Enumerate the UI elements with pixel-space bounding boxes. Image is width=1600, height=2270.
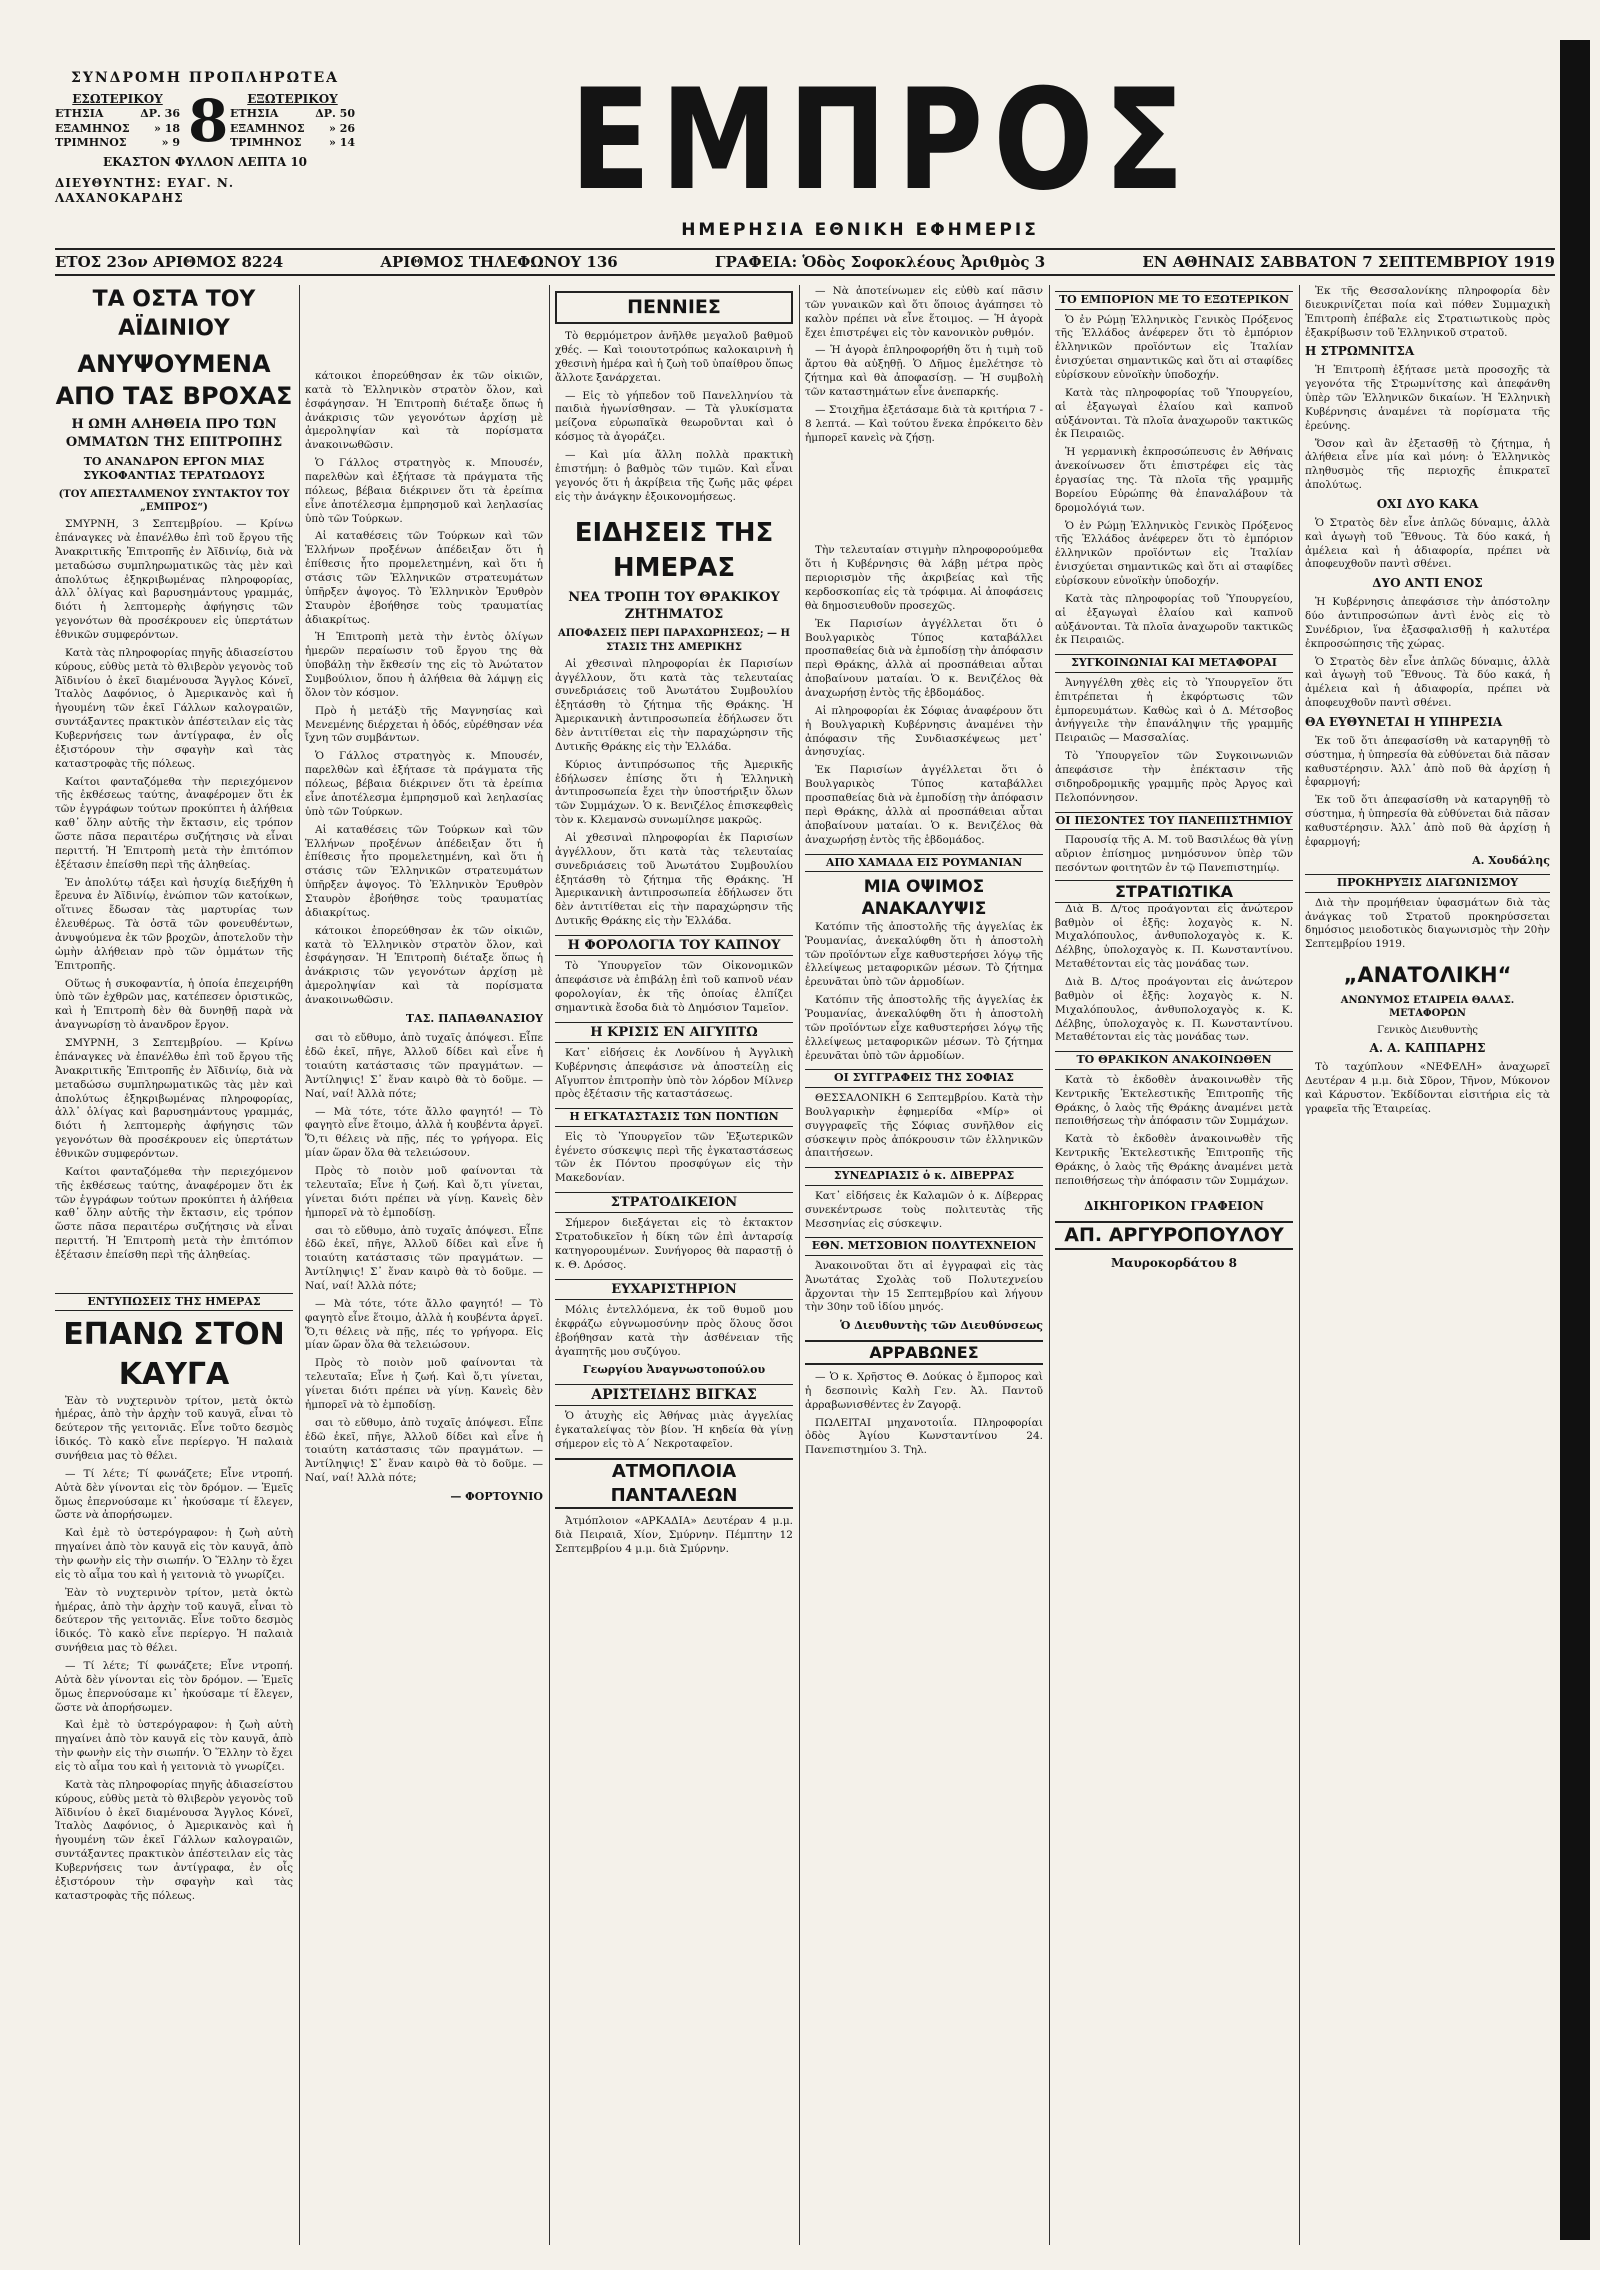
rate-price: ΔΡ. 50 [315, 107, 355, 121]
issue-year: ΕΤΟΣ 23ον ΑΡΙΘΜΟΣ 8224 [55, 253, 284, 271]
news-subtitle2: ΑΠΟΦΑΣΕΙΣ ΠΕΡΙ ΠΑΡΑΧΩΡΗΣΕΩΣ; — Η ΣΤΑΣΙΣ ΤΗΣ ΑΜΕΡΙΚΗΣ [558, 628, 790, 653]
paragraph: — Τί λέτε; Τί φωνάζετε; Εἶνε ντροπή. Αὐτὰ δὲν γίνονται εἰς τὸν δρόμον. — Ἐμεῖς ὅμως ἐπερνούσαμε κι᾽ ἠκούσαμε τί ἔλεγεν, ὥστε νὰ ἀπορήσωμεν. [55, 1467, 293, 1522]
paragraph: Ἡ γερμανικὴ ἐκπροσώπευσις ἐν Ἀθήναις ἀνεκοίνωσεν ὅτι ἐπιστρέφει εἰς τὰς ἐργασίας της. Τὰ πλοῖα τῆς γραμμῆς Βορείου Εὐρώπης θὰ ἐπαναλάβουν τὰ δρομολόγιά των. [1055, 446, 1293, 514]
rate-row [230, 107, 355, 122]
paragraph: Κατ᾽ εἰδήσεις ἐκ Καλαμῶν ὁ κ. Δίβερρας συνεκέντρωσε τοὺς πολιτευτὰς τῆς Μεσσηνίας εἰς σύσκεψιν. [805, 1189, 1043, 1230]
column-6 [1305, 285, 1550, 2245]
foreign-label: ΕΞΩΤΕΡΙΚΟΥ [247, 91, 338, 106]
paragraph: Κατὰ τὰς πληροφορίας πηγῆς ἀδιασείστου κύρους, εὐθὺς μετὰ τὸ θλιβερὸν γεγονὸς τοῦ Ἀϊδινίου ὁ ἐκεῖ διαμένουσα Ἄγγλος Κόνεϊ, Ἰταλὸς Δαφόνιος, ὁ Ἀμερικανὸς καὶ ἡ ἡγουμένη τῶν ἐκεῖ Γάλλων καλογραιῶν, συντάξαντες πρακτικὸν ἀπέστειλαν εἰς τὰς Κυβερνήσεις των ἀντίγραφα, ἐν οἷς ἐξιστόρουν τὴν σφαγὴν καὶ τὰς καταστροφὰς τῆς πόλεως. [55, 1778, 293, 1902]
ad-address: Μαυροκορδάτου 8 [1111, 1255, 1237, 1270]
paragraph: Κατὰ τὰς πληροφορίας πηγῆς ἀδιασείστου κύρους, εὐθὺς μετὰ τὸ θλιβερὸν γεγονὸς τοῦ Ἀϊδινίου ὁ ἐκεῖ διαμένουσα Ἄγγλος Κόνεϊ, Ἰταλὸς Δαφόνιος, ὁ Ἀμερικανὸς καὶ ἡ ἡγουμένη τῶν ἐκεῖ Γάλλων καλογραιῶν, συντάξαντες πρακτικὸν ἀπέστειλαν εἰς τὰς Κυβερνήσεις των ἀντίγραφα, ἐν οἷς ἐξιστόρουν τὴν σφαγὴν καὶ τὰς καταστροφὰς τῆς πόλεως. [55, 646, 293, 770]
subscription-box [55, 70, 355, 206]
rate-price: » 14 [328, 136, 355, 150]
paragraph: Τὸ ταχύπλουν «ΝΕΦΕΛΗ» ἀναχωρεῖ Δευτέραν 4 μ.μ. διὰ Σῦρον, Τῆνον, Μύκονον καὶ Κάρυστον. Ἐκδίδονται εἰσιτήρια εἰς τὰ γραφεῖα τῆς Ἑταιρείας. [1305, 1061, 1550, 1115]
paragraph: Καὶ ἐμὲ τὸ ὑστερόγραφον: ἡ ζωὴ αὐτὴ πηγαίνει ἀπὸ τὸν καυγᾶ εἰς τὸν καυγᾶ, ἀπὸ τὴν φωνὴν εἰς τὴν σιωπήν. Ὁ Ἕλλην τὸ ἔχει εἰς τὸ αἷμα του καὶ ἡ γειτονιὰ τὸ γνωρίζει. [55, 1527, 293, 1581]
paragraph: Ἀνηγγέλθη χθὲς εἰς τὸ Ὑπουργεῖον ὅτι ἐπιτρέπεται ἡ ἐκφόρτωσις τῶν ἐμπορευμάτων. Καθὼς καὶ ὁ Δ. Μέτσοβος ἀνήγγειλε τὴν ἐπανάληψιν τῆς γραμμῆς Πειραιῶς — Μασσαλίας. [1055, 676, 1293, 745]
paragraph: Αἱ χθεσιναὶ πληροφορίαι ἐκ Παρισίων ἀγγέλλουν, ὅτι κατὰ τὰς τελευταίας συνεδριάσεις τοῦ Ἀνωτάτου Συμβουλίου ἐξητάσθη τὸ ζήτημα τῆς Θράκης. Ἡ Ἀμερικανικὴ ἀντιπροσωπεία ἐδήλωσεν ὅτι δὲν ἀντιτίθεται εἰς τὴν παραχώρησιν τῆς Δυτικῆς Θράκης εἰς τὴν Ἑλλάδα. [555, 657, 793, 753]
foreign-rates [230, 92, 355, 151]
rate-price: » 26 [328, 121, 355, 135]
office-address: ΓΡΑΦΕΙΑ: Ὁδὸς Σοφοκλέους Ἀριθμὸς 3 [714, 253, 1046, 271]
paragraph: Κατὰ τὸ ἐκδοθὲν ἀνακοινωθὲν τῆς Κεντρικῆς Ἐκτελεστικῆς Ἐπιτροπῆς τῆς Θράκης, ὁ λαὸς τῆς Θράκης ἀναμένει μετὰ πεποιθήσεως τὴν ἀπόφασιν τῶν Συμμάχων. [1055, 1133, 1293, 1187]
news-subtitle: ΝΕΑ ΤΡΟΠΗ ΤΟΥ ΘΡΑΚΙΚΟΥ ΖΗΤΗΜΑΤΟΣ [568, 590, 780, 623]
paragraph: σαι τὸ εὔθυμο, ἀπὸ τυχαῖς ἀπόψεσι. Εἶπε ἐδῶ ἐκεῖ, πῆγε, Ἀλλοῦ δίδει καὶ εἶνε ἡ τοιαύτη κατάστασις τῶν πραγμάτων. — Ἀντίληψις! Σ᾽ ἕναν καιρὸ θὰ τὸ δοῦμε. — Ναί, ναί! Ἀλλὰ πότε; [305, 1032, 543, 1100]
paragraph: Διὰ τὴν προμήθειαν ὑφασμάτων διὰ τὰς ἀνάγκας τοῦ Στρατοῦ προκηρύσσεται δημόσιος μειοδοτικὸς διαγωνισμὸς τὴν 20ὴν Σεπτεμβρίου 1919. [1305, 896, 1550, 951]
subheading: ΠΡΟΚΗΡΥΞΙΣ ΔΙΑΓΩΝΙΣΜΟΥ [1305, 874, 1550, 893]
subheading: ΤΟ ΕΜΠΟΡΙΟΝ ΜΕ ΤΟ ΕΞΩΤΕΡΙΚΟΝ [1055, 291, 1293, 310]
info-bar [55, 248, 1555, 276]
kaleidoscope-title: ΕΠΑΝΩ ΣΤΟΝ ΚΑΥΓΑ [63, 1317, 285, 1392]
ad-title: „ΑΝΑΤΟΛΙΚΗ“ [1343, 963, 1512, 988]
paragraph: — Μὰ τότε, τότε ἄλλο φαγητό! — Τὸ φαγητὸ εἶνε ἕτοιμο, ἀλλὰ ἡ κουβέντα ἀργεῖ. Ὅ,τι θέλεις νὰ πῇς, πές το γρήγορα. Εἰς μίαν ὥραν ὅλα θὰ τελειώσουν. [305, 1297, 543, 1352]
paragraph: — Ὁ κ. Χρῆστος Θ. Δούκας ὁ ἔμπορος καὶ ἡ δεσποινὶς Καλὴ Γεν. Ἀλ. Παντοῦ ἀρραβωνισθέντες ἐν Ζαγορᾷ. [805, 1370, 1043, 1411]
paragraph: Ἐὰν τὸ νυχτερινὸν τρίτον, μετὰ ὀκτὼ ἡμέρας, ἀπὸ τὴν ἀρχὴν τοῦ καυγᾶ, εἶναι τὸ δεύτερον τῆς γειτονιᾶς. Εἶνε τοῦτο δεσμὸς ἰδικός. Τὸ κακὸ εἶνε περίεργο. Ἡ παλαιὰ συνήθεια μας τὸ θέλει. [55, 1586, 293, 1655]
paragraph: Ἀτμόπλοιον «ΑΡΚΑΔΙΑ» Δευτέραν 4 μ.μ. διὰ Πειραιᾶ, Χίον, Σμύρνην. Πέμπτην 12 Σεπτεμβρίου 4 μ.μ. διὰ Σμύρνην. [555, 1515, 793, 1556]
kaleidoscope-label: ΕΝΤΥΠΩΣΕΙΣ ΤΗΣ ΗΜΕΡΑΣ [55, 1293, 293, 1312]
column-2 [305, 285, 543, 2245]
paragraph: Τὸ Ὑπουργεῖον τῶν Συγκοινωνιῶν ἀπεφάσισε τὴν ἐπέκτασιν τῆς σιδηροδρομικῆς γραμμῆς πρὸς Ἀργος καὶ Πελοπόννησον. [1055, 750, 1293, 804]
paragraph: Ἀνακοινοῦται ὅτι αἱ ἐγγραφαὶ εἰς τὰς Ἀνωτάτας Σχολὰς τοῦ Πολυτεχνείου ἄρχονται τὴν 15 Σεπτεμβρίου καὶ λήγουν τὴν 30ην τοῦ ἰδίου μηνός. [805, 1259, 1043, 1314]
engagements-heading: ΑΡΡΑΒΩΝΕΣ [805, 1340, 1043, 1365]
paragraph: κάτοικοι ἐπορεύθησαν ἐκ τῶν οἰκιῶν, κατὰ τὸ Ἑλληνικὸν στρατὸν ὅλον, καὶ ἐσφάγησαν. Ἡ Ἐπιτροπὴ διέταξε ὅπως ἡ ἀνάκρισις τῶν γεγονότων ἀρχίσῃ μὲ ἀμεροληψίαν καὶ τὰ πορίσματα ἀνακοινωθῶσιν. [305, 370, 543, 452]
column-rule [799, 285, 800, 2245]
ad-person-label: Γενικὸς Διευθυντὴς [1377, 1025, 1478, 1037]
subheading: Η ΕΓΚΑΤΑΣΤΑΣΙΣ ΤΩΝ ΠΟΝΤΙΩΝ [555, 1108, 793, 1127]
paragraph: Πρὸς τὸ ποιὸν μοῦ φαίνονται τὰ τελευταῖα; Εἶνε ἡ ζωή. Καὶ ὅ,τι γίνεται, γίνεται διότι πρέπει νὰ γίνῃ. Κανεὶς δὲν ἠμπορεῖ νὰ τὸ ἐμποδίσῃ. [305, 1357, 543, 1411]
paragraph: ΣΜΥΡΝΗ, 3 Σεπτεμβρίου. — Κρίνω ἐπάναγκες νὰ ἐπανέλθω ἐπὶ τοῦ ἔργου τῆς Ἀνακριτικῆς Ἐπιτροπῆς ἐν Ἀϊδινίῳ, διὰ νὰ μεταδώσω συμπληρωματικῶς τὰς μὲν καὶ ἀπολύτως ἐξηκριβωμένας πληροφορίας, ἀλλ᾽ ὀλίγας καὶ βαρυσημάντους γραμμάς, διότι ἡ λεπτομερὴς ἀφήγησις τῶν γεγονότων θὰ προσέκρουεν εἰς ὑπερτάτων ἐθνικῶν συμφερόντων. [55, 518, 293, 641]
signature: Ὁ Διευθυντὴς τῶν Διευθύνσεως [840, 1319, 1043, 1333]
ad-label: ΔΙΚΗΓΟΡΙΚΟΝ ΓΡΑΦΕΙΟΝ [1084, 1198, 1264, 1213]
director-line: ΔΙΕΥΘΥΝΤΗΣ: ΕΥΑΓ. Ν. ΛΑΧΑΝΟΚΑΡΔΗΣ [55, 175, 235, 205]
section-heading: ΠΕΝΝΙΕΣ [555, 291, 793, 324]
subheading: ΟΧΙ ΔΥΟ ΚΑΚΑ [1376, 497, 1479, 511]
paragraph: Κατὰ τὰς πληροφορίας τοῦ Ὑπουργείου, αἱ ἐξαγωγαὶ ἐλαίου καὶ καπνοῦ αὐξάνονται. Τὰ πλοῖα ἀναχωροῦν τακτικῶς ἐκ Πειραιῶς. [1055, 386, 1293, 441]
rate-row [230, 136, 355, 151]
paragraph: Διὰ Β. Δ/τος προάγονται εἰς ἀνώτερον βαθμὸν οἱ ἑξῆς: λοχαγὸς κ. Ν. Μιχαλόπουλος, ἀνθυπολοχαγὸς κ. Κ. Δέλβης, ὑπολοχαγὸς κ. Π. Κωνσταντίνου. Μεταθέτονται εἰς τὰς μονάδας των. [1055, 976, 1293, 1044]
signature: Α. Χουδάλης [1472, 853, 1550, 867]
rate-period: ΕΞΑΜΗΝΟΣ [55, 121, 130, 135]
signature: Γεωργίου Ἀναγνωστοπούλου [582, 1363, 766, 1377]
byline: (ΤΟΥ ΑΠΕΣΤΑΛΜΕΝΟΥ ΣΥΝΤΑΚΤΟΥ ΤΟΥ „ΕΜΠΡΟΣ“) [58, 488, 290, 513]
paragraph: Τὸ Ὑπουργεῖον τῶν Οἰκονομικῶν ἀπεφάσισε νὰ ἐπιβάλῃ ἐπὶ τοῦ καπνοῦ νέαν φορολογίαν, ἐκ τῆς ὁποίας ἐλπίζει σημαντικὰ ἔσοδα διὰ τὸ Δημόσιον Ταμεῖον. [555, 960, 793, 1014]
subheading: ΣΤΡΑΤΟΔΙΚΕΙΟΝ [555, 1192, 793, 1213]
rate-period: ΕΤΗΣΙΑ [230, 107, 279, 121]
paragraph: Τὴν τελευταίαν στιγμὴν πληροφορούμεθα ὅτι ἡ Κυβέρνησις θὰ λάβῃ μέτρα πρὸς περιορισμὸν τῆς ἀκριβείας καὶ τῆς κερδοσκοπίας εἰς τὰ τρόφιμα. Αἱ ἀποφάσεις θὰ δημοσιευθοῦν προσεχῶς. [805, 544, 1043, 612]
paragraph: Αἱ καταθέσεις τῶν Τούρκων καὶ τῶν Ἑλλήνων προξένων ἀπέδειξαν ὅτι ἡ ἐπίθεσις ἦτο προμελετημένη, καὶ ὅτι ἡ στάσις τῶν Ἑλληνικῶν στρατευμάτων ὑπῆρξεν ἀψογος. Τὸ Ἑλληνικὸν Ἐρυθρὸν Σταυρὸν ἐβοήθησε τοὺς τραυματίας ἀδιακρίτως. [305, 823, 543, 919]
article-signature: ΤΑΣ. ΠΑΠΑΘΑΝΑΣΙΟΥ [405, 1011, 543, 1025]
subheading: ΟΙ ΣΥΓΓΡΑΦΕΙΣ ΤΗΣ ΣΟΦΙΑΣ [805, 1069, 1043, 1088]
paragraph: ΘΕΣΣΑΛΟΝΙΚΗ 6 Σεπτεμβρίου. Κατὰ τὴν Βουλγαρικὴν ἐφημερίδα «Μίρ» οἱ συγγραφεῖς τῆς Σόφιας συνῆλθον εἰς σύσκεψιν πρὸς ἀπόκρουσιν τῶν ἑλληνικῶν ἀπαιτήσεων. [805, 1092, 1043, 1160]
domestic-rates [55, 92, 180, 151]
paragraph: Ἡ Κυβέρνησις ἀπεφάσισε τὴν ἀπόστολην δύο ἀντιπροσώπων ἀντὶ ἑνὸς εἰς τὸ Συνέδριον, ἵνα ἐξασφαλισθῇ ἡ καλυτέρα ἐκπροσώπησις τῆς χώρας. [1305, 596, 1550, 650]
paragraph: Ἐκ τῆς Θεσσαλονίκης πληροφορία δὲν διευκρινίζεται ποία καὶ πόθεν Συμμαχικὴ Ἐπιτροπὴ ἐπέβαλε εἰς Στρατιωτικοὺς πρὸς ἐξακρίβωσιν τοῦ Ἑλληνικοῦ στρατοῦ. [1305, 285, 1550, 339]
paragraph: Πρὸς τὸ ποιὸν μοῦ φαίνονται τὰ τελευταῖα; Εἶνε ἡ ζωή. Καὶ ὅ,τι γίνεται, γίνεται διότι πρέπει νὰ γίνῃ. Κανεὶς δὲν ἠμπορεῖ νὰ τὸ ἐμποδίσῃ. [305, 1165, 543, 1219]
subheading: Η ΦΟΡΟΛΟΓΙΑ ΤΟΥ ΚΑΠΝΟΥ [555, 935, 793, 956]
paragraph: Ὁ ἐν Ρώμῃ Ἑλληνικὸς Γενικὸς Πρόξενος τῆς Ἑλλάδος ἀνέφερεν ὅτι τὸ ἐμπόριον ἑλληνικῶν προϊόντων εἰς Ἰταλίαν ἐνισχύεται σημαντικῶς καὶ ὅτι αἱ σταφίδες εὑρίσκουν εὐνοϊκὴν ὑποδοχήν. [1055, 313, 1293, 381]
article-signature: — ΦΟΡΤΟΥΝΙΟ [450, 1489, 543, 1503]
subheading: ΔΥΟ ΑΝΤΙ ΕΝΟΣ [1372, 576, 1483, 591]
paragraph: Ἐκ Παρισίων ἀγγέλλεται ὅτι ὁ Βουλγαρικὸς Τύπος καταβάλλει προσπαθείας διὰ νὰ ἐμποδίσῃ τὴν ἀπόφασιν περὶ Θράκης, ἀλλὰ αἱ προσπάθειαι αὗται ἀποβαίνουν ματαίαι. Ὁ κ. Βενιζέλος θὰ ἀναχωρήσῃ ἐντὸς τῆς ἑβδομάδος. [805, 617, 1043, 700]
paragraph: Οὕτως ἡ συκοφαντία, ἡ ὁποία ἐπεχειρήθη ὑπὸ τῶν ἐχθρῶν μας, κατέπεσεν ὁριστικῶς, καὶ ἡ Ἐπιτροπὴ δὲν θὰ δυνηθῇ παρὰ νὰ ἀναγνωρίσῃ τὸ ἀνανδρον ἔργον. [55, 977, 293, 1032]
rate-row [230, 122, 355, 137]
paragraph: σαι τὸ εὔθυμο, ἀπὸ τυχαῖς ἀπόψεσι. Εἶπε ἐδῶ ἐκεῖ, πῆγε, Ἀλλοῦ δίδει καὶ εἶνε ἡ τοιαύτη κατάστασις τῶν πραγμάτων. — Ἀντίληψις! Σ᾽ ἕναν καιρὸ θὰ τὸ δοῦμε. — Ναί, ναί! Ἀλλὰ πότε; [305, 1416, 543, 1485]
column-3 [555, 285, 793, 2245]
rate-price: » 9 [161, 136, 180, 150]
paragraph: — Τί λέτε; Τί φωνάζετε; Εἶνε ντροπή. Αὐτὰ δὲν γίνονται εἰς τὸν δρόμον. — Ἐμεῖς ὅμως ἐπερνούσαμε κι᾽ ἠκούσαμε τί ἔλεγεν, ὥστε νὰ ἀπορήσωμεν. [55, 1659, 293, 1714]
paragraph: Κατόπιν τῆς ἀποστολῆς τῆς ἀγγελίας ἐκ Ῥουμανίας, ἀνεκαλύφθη ὅτι ἡ ἀποστολὴ τῶν προϊόντων εἶχε καθυστερήσει λόγῳ τῆς ἐλλείψεως μεταφορικῶν μέσων. Τὸ ζήτημα ἐρευνᾶται ὑπὸ τῶν ἀρμοδίων. [805, 994, 1043, 1062]
rate-price: » 18 [153, 121, 180, 135]
headline-sub2: ΤΟ ΑΝΑΝΔΡΟΝ ΕΡΓΟΝ ΜΙΑΣ ΣΥΚΟΦΑΝΤΙΑΣ ΤΕΡΑΤΩΔΟΥΣ [83, 454, 265, 483]
paragraph: κάτοικοι ἐπορεύθησαν ἐκ τῶν οἰκιῶν, κατὰ τὸ Ἑλληνικὸν στρατὸν ὅλον, καὶ ἐσφάγησαν. Ἡ Ἐπιτροπὴ διέταξε ὅπως ἡ ἀνάκρισις τῶν γεγονότων ἀρχίσῃ μὲ ἀμεροληψίαν καὶ τὰ πορίσματα ἀνακοινωθῶσιν. [305, 924, 543, 1006]
subheading: ΘΑ ΕΥΘΥΝΕΤΑΙ Η ΥΠΗΡΕΣΙΑ [1305, 714, 1503, 729]
columns [55, 285, 1555, 2245]
ad-title: ΑΤΜΟΠΛΟΙΑ ΠΑΝΤΑΛΕΩΝ [555, 1458, 793, 1510]
paragraph: ΣΜΥΡΝΗ, 3 Σεπτεμβρίου. — Κρίνω ἐπάναγκες νὰ ἐπανέλθω ἐπὶ τοῦ ἔργου τῆς Ἀνακριτικῆς Ἐπιτροπῆς ἐν Ἀϊδινίῳ, διὰ νὰ μεταδώσω συμπληρωματικῶς τὰς μὲν καὶ ἀπολύτως ἐξηκριβωμένας πληροφορίας, ἀλλ᾽ ὀλίγας καὶ βαρυσημάντους γραμμάς, διότι ἡ λεπτομερὴς ἀφήγησις τῶν γεγονότων θὰ προσέκρουεν εἰς ὑπερτάτων ἐθνικῶν συμφερόντων. [55, 1037, 293, 1160]
paragraph: Ἐκ τοῦ ὅτι ἀπεφασίσθη νὰ καταργηθῇ τὸ σύστημα, ἡ ὑπηρεσία θὰ εὐθύνεται διὰ πᾶσαν καθυστέρησιν. Ἀλλ᾽ ἀπὸ ποῦ θὰ ἀρχίσῃ ἡ ἐφαρμογή; [1305, 794, 1550, 848]
rate-period: ΕΞΑΜΗΝΟΣ [230, 121, 305, 135]
newspaper-title: ΕΜΠΡΟΣ [570, 58, 1195, 222]
rate-period: ΤΡΙΜΗΝΟΣ [230, 136, 302, 150]
notice-title: ΑΡΙΣΤΕΙΔΗΣ ΒΙΓΚΑΣ [555, 1384, 793, 1406]
subscription-header: ΣΥΝΔΡΟΜΗ ΠΡΟΠΛΗΡΩΤΕΑ [70, 70, 340, 86]
paragraph: ΠΩΛΕΙΤΑΙ μηχανοτοιΐα. Πληροφορίαι ὁδὸς Ἀγίου Κωνσταντίνου 24. Πανεπιστημίου 3. Τηλ. [805, 1416, 1043, 1457]
paragraph: — Καὶ μία ἄλλη πολλὰ πρακτικὴ ἐπιστήμη: ὁ βαθμὸς τῶν τιμῶν. Καὶ εἶναι γεγονός ὅτι ἡ ἀκρίβεια τῆς ζωῆς μᾶς φέρει εἰς τὴν ἀνάγκην ἐξοικονομήσεως. [555, 448, 793, 503]
subheading: ΣΥΝΕΔΡΙΑΣΙΣ ὁ κ. ΔΙΒΕΡΡΑΣ [805, 1167, 1043, 1186]
paragraph: Ἐν ἀπολύτῳ τάξει καὶ ἡσυχίᾳ διεξήχθη ἡ ἔρευνα ἐν Ἀϊδινίῳ, ἐνώπιον τῶν κατοίκων, οἵτινες ἔδωσαν τὰς μαρτυρίας των ἐλευθέρως. Τὰ ὀστᾶ τῶν φονευθέντων, ἀνυψούμενα ἐκ τῶν βροχῶν, ἀποτελοῦν τὴν ὠμὴν ἀλήθειαν πρὸ τῶν ὀμμάτων τῆς Ἐπιτροπῆς. [55, 876, 293, 972]
paragraph: Ἐκ Παρισίων ἀγγέλλεται ὅτι ὁ Βουλγαρικὸς Τύπος καταβάλλει προσπαθείας διὰ νὰ ἐμποδίσῃ τὴν ἀπόφασιν περὶ Θράκης, ἀλλὰ αἱ προσπάθειαι αὗται ἀποβαίνουν ματαίαι. Ὁ κ. Βενιζέλος θὰ ἀναχωρήσῃ ἐντὸς τῆς ἑβδομάδος. [805, 764, 1043, 846]
paragraph: Πρὸ ἡ μετάξὺ τῆς Μαγνησίας καὶ Μενεμένης διέρχεται ἡ ὁδός, εὑρέθησαν νέα ἴχνη τῶν συμβάντων. [305, 704, 543, 745]
subheading-large: ΜΙΑ ΟΨΙΜΟΣ ΑΝΑΚΑΛΥΨΙΣ [861, 877, 987, 920]
paragraph: Ἡ Ἐπιτροπὴ μετὰ τὴν ἐντὸς ὀλίγων ἡμερῶν περαίωσιν τοῦ ἔργου της θὰ ὑποβάλῃ τὴν ἔκθεσίν της εἰς τὸ Ἀνώτατον Συμβούλιον, ὅπου ἡ ἀλήθεια θὰ λάμψῃ εἰς ὅλον τὸν κόσμον. [305, 631, 543, 699]
headline-sub: Η ΩΜΗ ΑΛΗΘΕΙΑ ΠΡΟ ΤΩΝ ΟΜΜΑΤΩΝ ΤΗΣ ΕΠΙΤΡΟΠΗΣ [65, 417, 283, 450]
paragraph: Κύριος ἀντιπρόσωπος τῆς Ἀμερικῆς ἐδήλωσεν ἐπίσης ὅτι ἡ Ἑλληνικὴ ἀντιπροσωπεία ἔχει τὴν ὑποστήριξιν ὅλων τῶν Συμμάχων. Ὁ κ. Βενιζέλος ἐπισκεφθεὶς τὸν κ. Κλεμανσὼ συνωμίλησε μακρῶς. [555, 758, 793, 827]
rate-period: ΕΤΗΣΙΑ [55, 107, 104, 121]
paragraph: Εἰς τὸ Ὑπουργεῖον τῶν Ἐξωτερικῶν ἐγένετο σύσκεψις περὶ τῆς ἐγκαταστάσεως τῶν ἐκ Πόντου προσφύγων εἰς τὴν Μακεδονίαν. [555, 1130, 793, 1185]
paragraph: — Εἰς τὸ γήπεδον τοῦ Πανελληνίου τὰ παιδιὰ ἠγωνίσθησαν. — Τὰ γλυκίσματα μείζονα εὐρωπαϊκὰ θεωροῦνται καὶ ὁ κόσμος τὰ ἀγοράζει. [555, 389, 793, 444]
phone-number: ΑΡΙΘΜΟΣ ΤΗΛΕΦΩΝΟΥ 136 [380, 253, 618, 271]
column-5 [1055, 285, 1293, 2245]
paragraph: — Στοιχῆμα ἐξετάσαμε διὰ τὰ κριτήρια 7 - 8 λεπτά. — Καὶ τούτου ἕνεκα ἐπρόκειτο δὲν ἠμπορεῖ κανεὶς νὰ ζήσῃ. [805, 403, 1043, 444]
rate-row [55, 107, 180, 122]
paragraph: Ἐὰν τὸ νυχτερινὸν τρίτον, μετὰ ὀκτὼ ἡμέρας, ἀπὸ τὴν ἀρχὴν τοῦ καυγᾶ, εἶναι τὸ δεύτερον τῆς γειτονιᾶς. Εἶνε τοῦτο δεσμὸς ἰδικός. Τὸ κακὸ εἶνε περίεργο. Ἡ παλαιὰ συνήθεια μας τὸ θέλει. [55, 1394, 293, 1462]
paragraph: Καίτοι φανταζόμεθα τὴν περιεχόμενον τῆς ἐκθέσεως ταύτης, ἀναφέρομεν ὅτι ἐκ τῶν ἐγγράφων τούτων προκύπτει ἡ ἀλήθεια καθ᾽ ὅλην αὐτῆς τὴν ἔκτασιν, εἰς τρόπον ὥστε πᾶσα περαιτέρω συζήτησις νὰ εἶναι περιττή. Ἡ Ἐπιτροπὴ μετὰ τὴν ἐπιτόπιον ἐξέτασιν ἐπείσθη περὶ τῆς ἀληθείας. [55, 1165, 293, 1261]
subheading: ΟΙ ΠΕΣΟΝΤΕΣ ΤΟΥ ΠΑΝΕΠΙΣΤΗΜΙΟΥ [1055, 812, 1293, 831]
subheading: Η ΚΡΙΣΙΣ ΕΝ ΑΙΓΥΠΤΩ [555, 1022, 793, 1043]
paragraph: Ὅσον καὶ ἂν ἐξετασθῇ τὸ ζήτημα, ἡ ἀλήθεια εἶνε μία καὶ μόνη: ὁ Ἑλληνικὸς πληθυσμὸς τῆς περιοχῆς ἐπικρατεῖ ἀπολύτως. [1305, 437, 1550, 492]
column-rule [299, 285, 300, 2245]
subheading: ΣΥΓΚΟΙΝΩΝΙΑΙ ΚΑΙ ΜΕΤΑΦΟΡΑΙ [1055, 654, 1293, 673]
paragraph: Κατ᾽ εἰδήσεις ἐκ Λονδίνου ἡ Ἀγγλικὴ Κυβέρνησις ἀπεφάσισε νὰ ἀποστείλῃ εἰς Αἴγυπτον ἐπιτροπὴν ὑπὸ τὸν λόρδον Μίλνερ πρὸς ἐξέτασιν τῆς καταστάσεως. [555, 1046, 793, 1101]
paragraph: Κατόπιν τῆς ἀποστολῆς τῆς ἀγγελίας ἐκ Ῥουμανίας, ἀνεκαλύφθη ὅτι ἡ ἀποστολὴ τῶν προϊόντων εἶχε καθυστερήσει λόγῳ τῆς ἐλλείψεως μεταφορικῶν μέσων. Τὸ ζήτημα ἐρευνᾶται ὑπὸ τῶν ἀρμοδίων. [805, 920, 1043, 989]
paragraph: Ὁ ἀτυχὴς εἰς Ἀθήνας μιὰς ἀγγελίας ἐγκαταλείψας τὸν βίον. Ἡ κηδεία θὰ γίνῃ σήμερον εἰς τὸ Α΄ Νεκροταφεῖον. [555, 1410, 793, 1451]
paragraph: Ὁ Γάλλος στρατηγὸς κ. Μπουσέν, παρελθὼν καὶ ἐξήτασε τὰ πράγματα τῆς πόλεως, βέβαια διέκρινεν ὅτι τὰ ἐρείπια εἶνε ἀποτέλεσμα ἐμπρησμοῦ καὶ λεηλασίας ὑπὸ τῶν Τούρκων. [305, 750, 543, 818]
paragraph: Τὸ θερμόμετρον ἀνῆλθε μεγαλοῦ βαθμοῦ χθές. — Καὶ τοιουτοτρόπως καλοκαιρινὴ ἡ χθεσινὴ ἡμέρα καὶ ἡ ζωὴ τοῦ ὑπαίθρου ὅπως ἄλλοτε ξανάρχεται. [555, 330, 793, 384]
rate-price: ΔΡ. 36 [140, 107, 180, 121]
paragraph: Ὁ ἐν Ρώμῃ Ἑλληνικὸς Γενικὸς Πρόξενος τῆς Ἑλλάδος ἀνέφερεν ὅτι τὸ ἐμπόριον ἑλληνικῶν προϊόντων εἰς Ἰταλίαν ἐνισχύεται σημαντικῶς καὶ ὅτι αἱ σταφίδες εὑρίσκουν εὐνοϊκὴν ὑποδοχήν. [1055, 519, 1293, 587]
paragraph: — Μὰ τότε, τότε ἄλλο φαγητό! — Τὸ φαγητὸ εἶνε ἕτοιμο, ἀλλὰ ἡ κουβέντα ἀργεῖ. Ὅ,τι θέλεις νὰ πῇς, πές το γρήγορα. Εἰς μίαν ὥραν ὅλα θὰ τελειώσουν. [305, 1105, 543, 1160]
subheading: ΕΥΧΑΡΙΣΤΗΡΙΟΝ [555, 1279, 793, 1300]
news-title: ΕΙΔΗΣΕΙΣ ΤΗΣ ΗΜΕΡΑΣ [574, 518, 774, 583]
section-heading: ΣΤΡΑΤΙΩΤΙΚΑ [1055, 880, 1293, 903]
rate-row [55, 122, 180, 137]
paragraph: Καὶ ἐμὲ τὸ ὑστερόγραφον: ἡ ζωὴ αὐτὴ πηγαίνει ἀπὸ τὸν καυγᾶ εἰς τὸν καυγᾶ, ἀπὸ τὴν φωνὴν εἰς τὴν σιωπήν. Ὁ Ἕλλην τὸ ἔχει εἰς τὸ αἷμα του καὶ ἡ γειτονιὰ τὸ γνωρίζει. [55, 1719, 293, 1773]
paragraph: Αἱ πληροφορίαι ἐκ Σόφιας ἀναφέρουν ὅτι ἡ Βουλγαρικὴ Κυβέρνησις ἀναμένει τὴν ἀπόφασιν τῆς Συνδιασκέψεως μετ᾽ ἀνησυχίας. [805, 704, 1043, 759]
column-rule [549, 285, 550, 2245]
issue-date: ΕΝ ΑΘΗΝΑΙΣ ΣΑΒΒΑΤΟΝ 7 ΣΕΠΤΕΜΒΡΙΟΥ 1919 [1142, 253, 1555, 271]
subheading: Η ΣΤΡΩΜΝΙΤΣΑ [1305, 344, 1415, 359]
column-rule [1299, 285, 1300, 2245]
paragraph: — Ἡ ἀγορὰ ἐπληροφορήθη ὅτι ἡ τιμὴ τοῦ ἄρτου θὰ αὐξηθῇ. Ὁ Δῆμος ἐμελέτησε τὸ ζήτημα καὶ θὰ ἀποφασίσῃ. — Ἡ συμβολὴ τῶν καταστημάτων εἶνε ἀνεπαρκής. [805, 344, 1043, 399]
paragraph: Κατὰ τὰς πληροφορίας τοῦ Ὑπουργείου, αἱ ἐξαγωγαὶ ἐλαίου καὶ καπνοῦ αὐξάνονται. Τὰ πλοῖα ἀναχωροῦν τακτικῶς ἐκ Πειραιῶς. [1055, 592, 1293, 647]
paragraph: Διὰ Β. Δ/τος προάγονται εἰς ἀνώτερον βαθμὸν οἱ ἑξῆς: λοχαγὸς κ. Ν. Μιχαλόπουλος, ἀνθυπολοχαγὸς κ. Κ. Δέλβης, ὑπολοχαγὸς κ. Π. Κωνσταντίνου. Μεταθέτονται εἰς τὰς μονάδας των. [1055, 902, 1293, 971]
ad-subtitle: ΑΝΩΝΥΜΟΣ ΕΤΑΙΡΕΙΑ ΘΑΛΑΣ. ΜΕΤΑΦΟΡΩΝ [1340, 994, 1515, 1020]
paragraph: Αἱ καταθέσεις τῶν Τούρκων καὶ τῶν Ἑλλήνων προξένων ἀπέδειξαν ὅτι ἡ ἐπίθεσις ἦτο προμελετημένη, καὶ ὅτι ἡ στάσις τῶν Ἑλληνικῶν στρατευμάτων ὑπῆρξεν ἀψογος. Τὸ Ἑλληνικὸν Ἐρυθρὸν Σταυρὸν ἐβοήθησε τοὺς τραυματίας ἀδιακρίτως. [305, 530, 543, 626]
paragraph: — Νὰ ἀποτείνωμεν εἰς εὐθὺ καί πᾶσιν τῶν γυναικῶν καὶ ὅτι ὅποιος ἀγάπησει τὸ καλὸν πρέπει νὰ εἶνε ἕτοιμος. — Ἡ ἀγορὰ ἔχει ἐπιστρέψει εἰς τὸν κανονικὸν ρυθμόν. [805, 285, 1043, 339]
paragraph: σαι τὸ εὔθυμο, ἀπὸ τυχαῖς ἀπόψεσι. Εἶπε ἐδῶ ἐκεῖ, πῆγε, Ἀλλοῦ δίδει καὶ εἶνε ἡ τοιαύτη κατάστασις τῶν πραγμάτων. — Ἀντίληψις! Σ᾽ ἕναν καιρὸ θὰ τὸ δοῦμε. — Ναί, ναί! Ἀλλὰ πότε; [305, 1224, 543, 1292]
paragraph: Ἡ Ἐπιτροπὴ ἐξήτασε μετὰ προσοχῆς τὰ γεγονότα τῆς Στρωμνίτσης καὶ ἀπεφάνθη ὑπὲρ τῶν Ἑλληνικῶν δικαίων. Ἡ Ἑλληνικὴ Κυβέρνησις ἀναμένει τὰ πορίσματα τῆς ἐρεύνης. [1305, 364, 1550, 432]
domestic-label: ΕΣΩΤΕΡΙΚΟΥ [72, 91, 163, 106]
paragraph: Κατὰ τὸ ἐκδοθὲν ἀνακοινωθὲν τῆς Κεντρικῆς Ἐκτελεστικῆς Ἐπιτροπῆς τῆς Θράκης, ὁ λαὸς τῆς Θράκης ἀναμένει μετὰ πεποιθήσεως τὴν ἀπόφασιν τῶν Συμμάχων. [1055, 1073, 1293, 1128]
rate-period: ΤΡΙΜΗΝΟΣ [55, 136, 127, 150]
paragraph: Ὁ Στρατὸς δὲν εἶνε ἁπλῶς δύναμις, ἀλλὰ καὶ ἀγωγὴ τοῦ Ἔθνους. Τὰ δύο κακά, ἡ ἀμέλεια καὶ ἡ ἀδιαφορία, πρέπει νὰ ἀποφευχθοῦν παντὶ σθένει. [1305, 516, 1550, 571]
column-4 [805, 285, 1043, 2245]
paragraph: Αἱ χθεσιναὶ πληροφορίαι ἐκ Παρισίων ἀγγέλλουν, ὅτι κατὰ τὰς τελευταίας συνεδριάσεις τοῦ Ἀνωτάτου Συμβουλίου ἐξητάσθη τὸ ζήτημα τῆς Θράκης. Ἡ Ἀμερικανικὴ ἀντιπροσωπεία ἐδήλωσεν ὅτι δὲν ἀντιτίθεται εἰς τὴν παραχώρησιν τῆς Δυτικῆς Θράκης εἰς τὴν Ἑλλάδα. [555, 832, 793, 928]
paragraph: Σήμερον διεξάγεται εἰς τὸ ἐκτακτον Στρατοδικεῖον ἡ δίκη τῶν ἐπὶ ἀνταρσίᾳ κατηγορουμένων. Συνήγορος θὰ παραστῇ ὁ κ. Θ. Δρόσος. [555, 1217, 793, 1271]
headline-main: ΤΑ ΟΣΤΑ ΤΟΥ ΑΪΔΙΝΙΟΥ [92, 287, 256, 342]
masthead [55, 58, 1555, 275]
subheading: ΑΠΟ ΧΑΜΑΔΑ ΕΙΣ ΡΟΥΜΑΝΙΑΝ [805, 854, 1043, 873]
paragraph: Παρουσίᾳ τῆς Α. Μ. τοῦ Βασιλέως θὰ γίνῃ αὔριον ἐπίσημος μνημόσυνον ὑπὲρ τῶν πεσόντων φοιτητῶν ἐν τῷ Πανεπιστημίῳ. [1055, 834, 1293, 874]
right-black-border [1560, 40, 1590, 2240]
paragraph: Καίτοι φανταζόμεθα τὴν περιεχόμενον τῆς ἐκθέσεως ταύτης, ἀναφέρομεν ὅτι ἐκ τῶν ἐγγράφων τούτων προκύπτει ἡ ἀλήθεια καθ᾽ ὅλην αὐτῆς τὴν ἔκτασιν, εἰς τρόπον ὥστε πᾶσα περαιτέρω συζήτησις νὰ εἶναι περιττή. Ἡ Ἐπιτροπὴ μετὰ τὴν ἐπιτόπιον ἐξέτασιν ἐπείσθη περὶ τῆς ἀληθείας. [55, 775, 293, 871]
ad-name: ΑΠ. ΑΡΓΥΡΟΠΟΥΛΟΥ [1055, 1221, 1293, 1250]
newspaper-page [55, 58, 1555, 2250]
price-line: ΕΚΑΣΤΟΝ ΦΥΛΛΟΝ ΛΕΠΤΑ 10 [102, 154, 308, 169]
center-numeral: 8 [188, 87, 229, 155]
paragraph: Ἐκ τοῦ ὅτι ἀπεφασίσθη νὰ καταργηθῇ τὸ σύστημα, ἡ ὑπηρεσία θὰ εὐθύνεται διὰ πᾶσαν καθυστέρησιν. Ἀλλ᾽ ἀπὸ ποῦ θὰ ἀρχίσῃ ἡ ἐφαρμογή; [1305, 734, 1550, 789]
newspaper-subtitle: ΗΜΕΡΗΣΙΑ ΕΘΝΙΚΗ ΕΦΗΜΕΡΙΣ [681, 220, 1039, 240]
column-rule [1049, 285, 1050, 2245]
headline-secondary: ΑΝΥΨΟΥΜΕΝΑ ΑΠΟ ΤΑΣ ΒΡΟΧΑΣ [55, 350, 293, 410]
subheading: ΕΘΝ. ΜΕΤΣΟΒΙΟΝ ΠΟΛΥΤΕΧΝΕΙΟΝ [805, 1237, 1043, 1256]
paragraph: Ὁ Στρατὸς δὲν εἶνε ἁπλῶς δύναμις, ἀλλὰ καὶ ἀγωγὴ τοῦ Ἔθνους. Τὰ δύο κακά, ἡ ἀμέλεια καὶ ἡ ἀδιαφορία, πρέπει νὰ ἀποφευχθοῦν παντὶ σθένει. [1305, 655, 1550, 710]
subheading: ΤΟ ΘΡΑΚΙΚΟΝ ΑΝΑΚΟΙΝΩΘΕΝ [1055, 1051, 1293, 1070]
paragraph: Μόλις ἐντελλόμενα, ἐκ τοῦ θυμοῦ μου ἐκφράζω εὐγνωμοσύνην πρὸς ὅλους ὅσοι ἐβοήθησαν κατὰ τὴν ἀσθένειαν τῆς ἀγαπητῆς μου συζύγου. [555, 1303, 793, 1358]
ad-person: Α. Α. ΚΑΠΠΑΡΗΣ [1369, 1041, 1486, 1056]
column-1 [55, 285, 293, 2245]
paragraph: Ὁ Γάλλος στρατηγὸς κ. Μπουσέν, παρελθὼν καὶ ἐξήτασε τὰ πράγματα τῆς πόλεως, βέβαια διέκρινεν ὅτι τὰ ἐρείπια εἶνε ἀποτέλεσμα ἐμπρησμοῦ καὶ λεηλασίας ὑπὸ τῶν Τούρκων. [305, 457, 543, 525]
rate-row [55, 136, 180, 151]
